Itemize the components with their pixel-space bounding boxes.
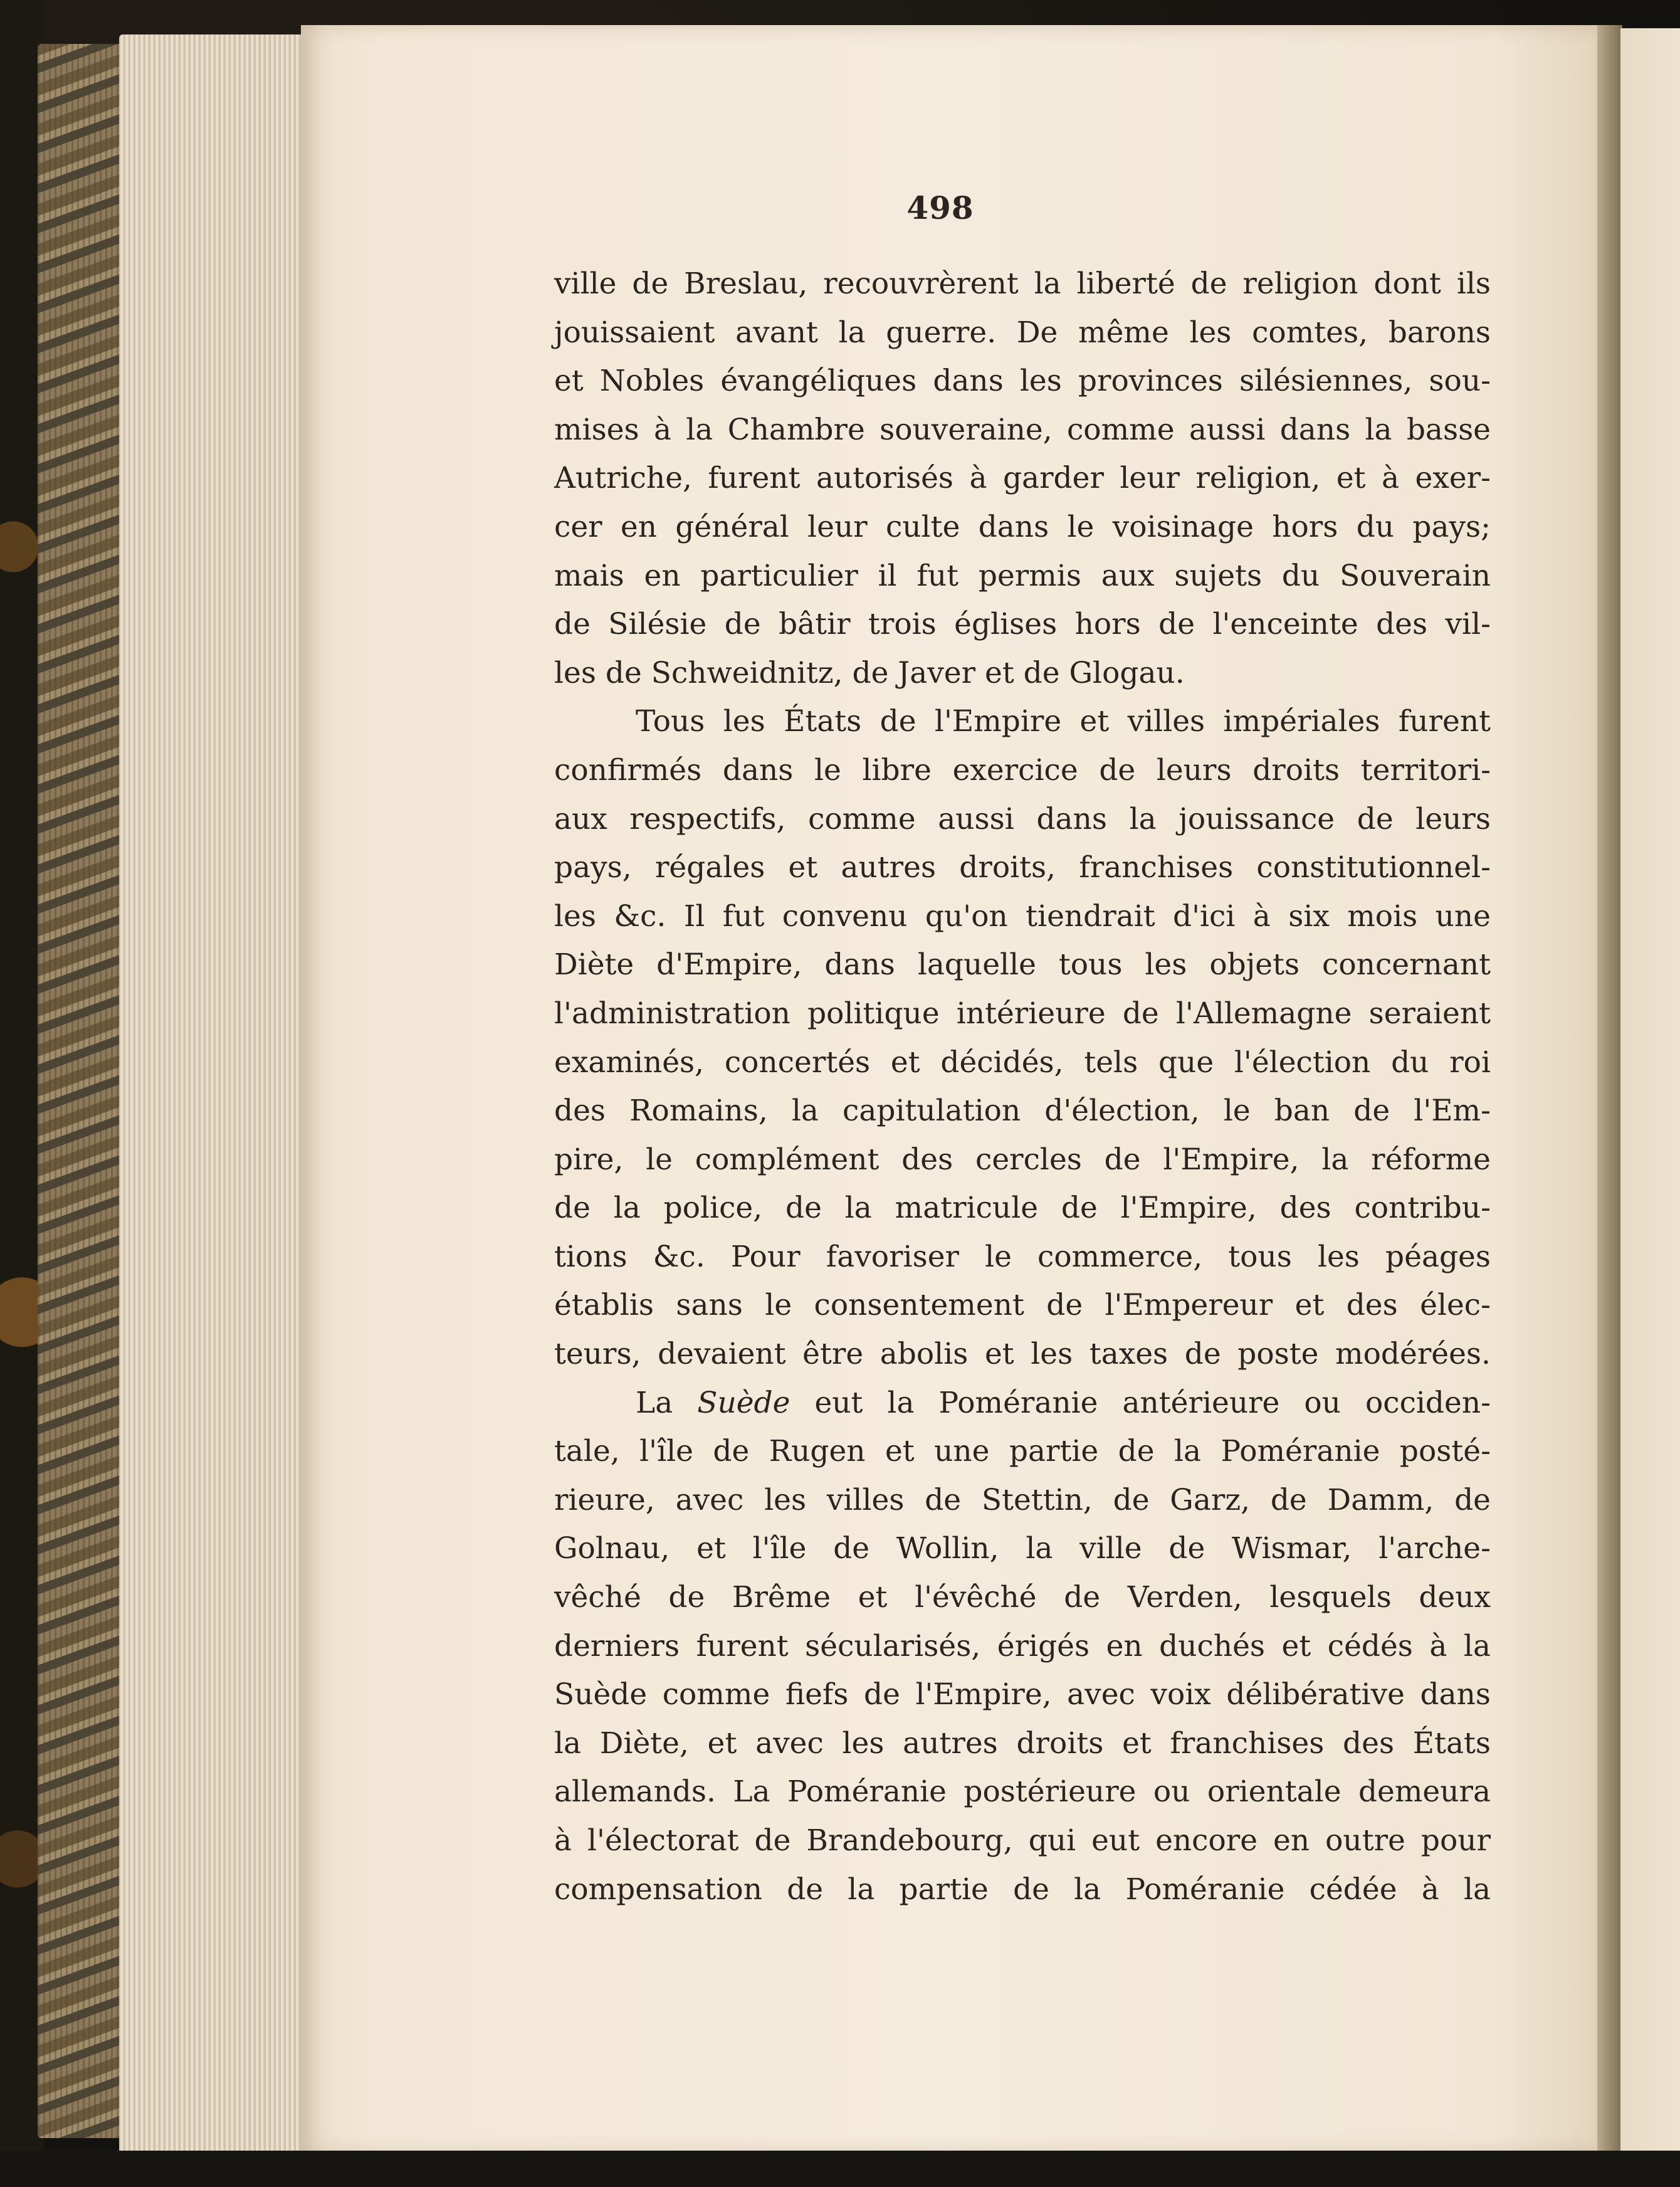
text-line: derniers furent sécularisés, érigés en duchés et cédés à la bbox=[554, 1628, 1491, 1663]
text-line: tale, l'île de Rugen et une partie de la Poméranie posté- bbox=[554, 1434, 1491, 1469]
text-line: de la police, de la matricule de l'Empire, des contribu- bbox=[554, 1191, 1491, 1226]
body-text bbox=[554, 260, 1491, 1914]
text-line: jouissaient avant la guerre. De même les comtes, barons bbox=[554, 315, 1491, 350]
text-line: pire, le complément des cercles de l'Empire, la réforme bbox=[554, 1142, 1491, 1177]
text-line: examinés, concertés et décidés, tels que l'élection du roi bbox=[554, 1045, 1491, 1080]
paragraph-start-line bbox=[554, 1379, 1491, 1428]
text-line: tions &c. Pour favoriser le commerce, tous les péages bbox=[554, 1239, 1491, 1274]
marbled-page-edge bbox=[38, 44, 119, 2138]
text-line-rest: eut la Poméranie antérieure ou occiden- bbox=[814, 1385, 1491, 1420]
paragraph-start-line: Tous les États de l'Empire et villes impériales furent bbox=[636, 704, 1491, 739]
text-line: allemands. La Poméranie postérieure ou orientale demeura bbox=[554, 1774, 1491, 1810]
text-line: les &c. Il fut convenu qu'on tiendrait d'ici à six mois une bbox=[554, 899, 1491, 934]
page-number: 498 bbox=[906, 189, 974, 226]
text-line: Diète d'Empire, dans laquelle tous les objets concernant bbox=[554, 947, 1491, 983]
text-line: mais en particulier il fut permis aux sujets du Souverain bbox=[554, 558, 1491, 593]
text-line: établis sans le consentement de l'Empereur et des élec- bbox=[554, 1288, 1491, 1323]
text-line: ville de Breslau, recouvrèrent la liberté de religion dont ils bbox=[554, 266, 1491, 301]
bottom-shadow bbox=[0, 2151, 1680, 2187]
text-line: aux respectifs, comme aussi dans la jouissance de leurs bbox=[554, 801, 1491, 836]
text-line: rieure, avec les villes de Stettin, de Garz, de Damm, de bbox=[554, 1482, 1491, 1517]
text-line: les de Schweidnitz, de Javer et de Glogau. bbox=[554, 655, 1185, 690]
text-line: des Romains, la capitulation d'élection, le ban de l'Em- bbox=[554, 1094, 1491, 1129]
page-stack bbox=[119, 34, 307, 2154]
text-line: cer en général leur culte dans le voisinage hors du pays; bbox=[554, 509, 1491, 544]
text-line: Autriche, furent autorisés à garder leur religion, et à exer- bbox=[554, 461, 1491, 496]
text-line: pays, régales et autres droits, franchises constitutionnel- bbox=[554, 850, 1491, 885]
page-gutter bbox=[1597, 25, 1622, 2154]
text-line: teurs, devaient être abolis et les taxes de poste modérées. bbox=[554, 1337, 1491, 1372]
text-line: l'administration politique intérieure de l'Allemagne seraient bbox=[554, 996, 1491, 1031]
text-line: vêché de Brême et l'évêché de Verden, lesquels deux bbox=[554, 1580, 1491, 1615]
text-line: mises à la Chambre souveraine, comme aussi dans la basse bbox=[554, 412, 1491, 447]
text-line: de Silésie de bâtir trois églises hors de l'enceinte des vil- bbox=[554, 607, 1491, 642]
paragraph-lead: La bbox=[636, 1385, 673, 1420]
text-line: confirmés dans le libre exercice de leurs droits territori- bbox=[554, 752, 1491, 788]
text-line: Golnau, et l'île de Wollin, la ville de Wismar, l'arche- bbox=[554, 1531, 1491, 1566]
text-line: compensation de la partie de la Poméranie cédée à la bbox=[554, 1872, 1491, 1907]
text-line: la Diète, et avec les autres droits et franchises des États bbox=[554, 1726, 1491, 1761]
text-line: à l'électorat de Brandebourg, qui eut encore en outre pour bbox=[554, 1823, 1491, 1858]
italic-term: Suède bbox=[697, 1385, 790, 1420]
facing-page-edge bbox=[1620, 28, 1680, 2157]
text-line: et Nobles évangéliques dans les provinces silésiennes, sou- bbox=[554, 364, 1491, 399]
text-line: Suède comme fiefs de l'Empire, avec voix délibérative dans bbox=[554, 1677, 1491, 1712]
